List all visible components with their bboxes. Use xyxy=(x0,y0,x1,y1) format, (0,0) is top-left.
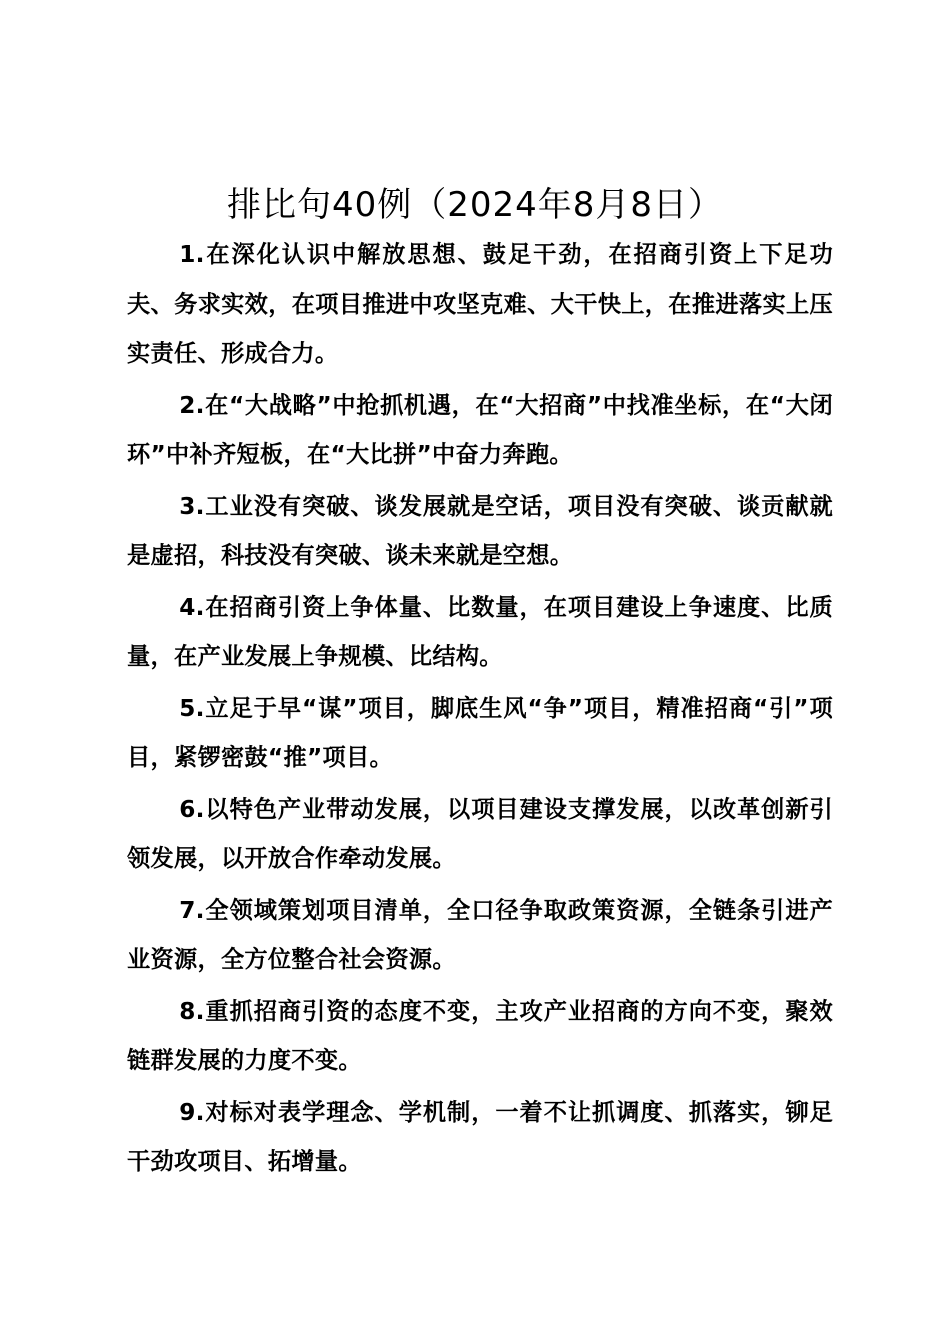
paragraph-5: 5.立足于早“谋”项目，脚底生风“争”项目，精准招商“引”项目，紧锣密鼓“推”项目。 xyxy=(127,694,833,771)
paragraph-3: 3.工业没有突破、谈发展就是空话，项目没有突破、谈贡献就是虚招，科技没有突破、谈未来就是空想。 xyxy=(127,492,833,569)
paragraph-8: 8.重抓招商引资的态度不变，主攻产业招商的方向不变，聚效链群发展的力度不变。 xyxy=(127,997,833,1074)
paragraph-6: 6.以特色产业带动发展，以项目建设支撑发展，以改革创新引领发展，以开放合作牵动发展。 xyxy=(127,795,833,872)
document-body xyxy=(127,230,833,1189)
paragraph-7: 7.全领域策划项目清单，全口径争取政策资源，全链条引进产业资源，全方位整合社会资源。 xyxy=(127,896,833,973)
document-title: 排比句40例（2024年8月8日） xyxy=(226,185,724,225)
paragraph-1: 1.在深化认识中解放思想、鼓足干劲，在招商引资上下足功夫、务求实效，在项目推进中攻坚克难、大干快上，在推进落实上压实责任、形成合力。 xyxy=(127,241,833,367)
paragraph-2: 2.在“大战略”中抢抓机遇，在“大招商”中找准坐标，在“大闭环”中补齐短板，在“大比拼”中奋力奔跑。 xyxy=(127,391,833,468)
paragraph-9: 9.对标对表学理念、学机制，一着不让抓调度、抓落实，铆足干劲攻项目、拓增量。 xyxy=(127,1098,833,1175)
paragraph-4: 4.在招商引资上争体量、比数量，在项目建设上争速度、比质量，在产业发展上争规模、比结构。 xyxy=(127,593,833,670)
